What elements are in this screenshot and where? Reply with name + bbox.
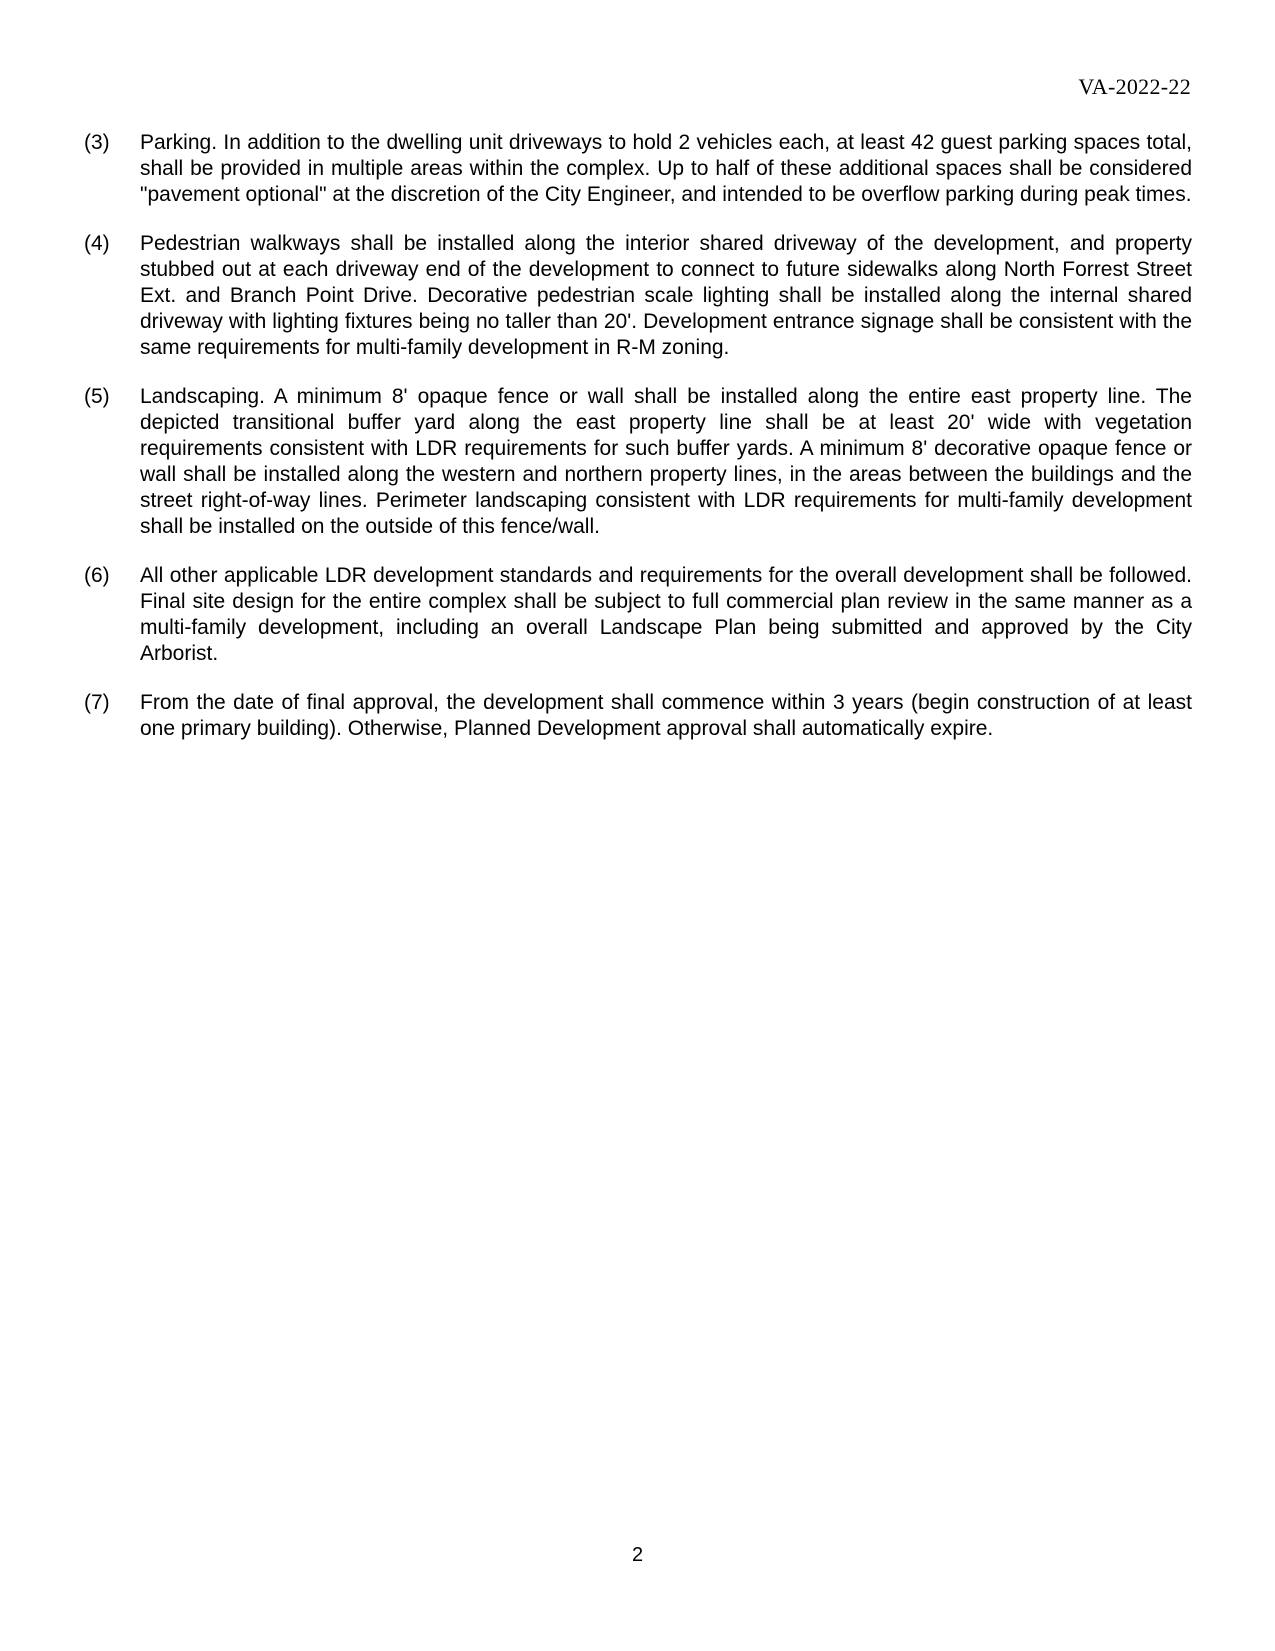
conditions-list [84,130,1192,765]
condition-number: (4) [84,232,110,255]
condition-text: From the date of final approval, the development shall commence within 3 years (begin construction of at least one primary building). Otherwise, Planned Development approval shall automatically expire. [140,691,1192,740]
condition-item-7 [84,690,1192,742]
condition-number: (5) [84,385,110,408]
document-id: VA-2022-22 [1078,74,1191,99]
condition-number: (3) [84,131,110,154]
condition-item-6 [84,563,1192,667]
condition-number: (7) [84,691,110,714]
page-number: 2 [631,1544,644,1566]
condition-text: Landscaping. A minimum 8' opaque fence or wall shall be installed along the entire east property line. The depicted transitional buffer yard along the east property line shall be at least 20' wide with vegetation requirements consistent with LDR requirements for such buffer yards. A minimum 8' decorative opaque fence or wall shall be installed along the western and northern property lines, in the areas between the buildings and the street right-of-way lines. Perimeter landscaping consistent with LDR requirements for multi-family development shall be installed on the outside of this fence/wall. [140,385,1192,538]
condition-text: Parking. In addition to the dwelling unit driveways to hold 2 vehicles each, at least 42 guest parking spaces total, shall be provided in multiple areas within the complex. Up to half of these additional spaces shall be considered "pavement optional" at the discretion of the City Engineer, and intended to be overflow parking during peak times. [140,131,1192,206]
condition-number: (6) [84,564,110,587]
condition-text: All other applicable LDR development standards and requirements for the overall development shall be followed. Final site design for the entire complex shall be subject to full commercial plan review in the same manner as a multi-family development, including an overall Landscape Plan being submitted and approved by the City Arborist. [140,564,1192,665]
condition-item-4 [84,231,1192,361]
condition-item-5 [84,384,1192,540]
condition-item-3 [84,130,1192,208]
condition-text: Pedestrian walkways shall be installed along the interior shared driveway of the development, and property stubbed out at each driveway end of the development to connect to future sidewalks along North Forrest Street Ext. and Branch Point Drive. Decorative pedestrian scale lighting shall be installed along the internal shared driveway with lighting fixtures being no taller than 20'. Development entrance signage shall be consistent with the same requirements for multi-family development in R-M zoning. [140,232,1192,359]
